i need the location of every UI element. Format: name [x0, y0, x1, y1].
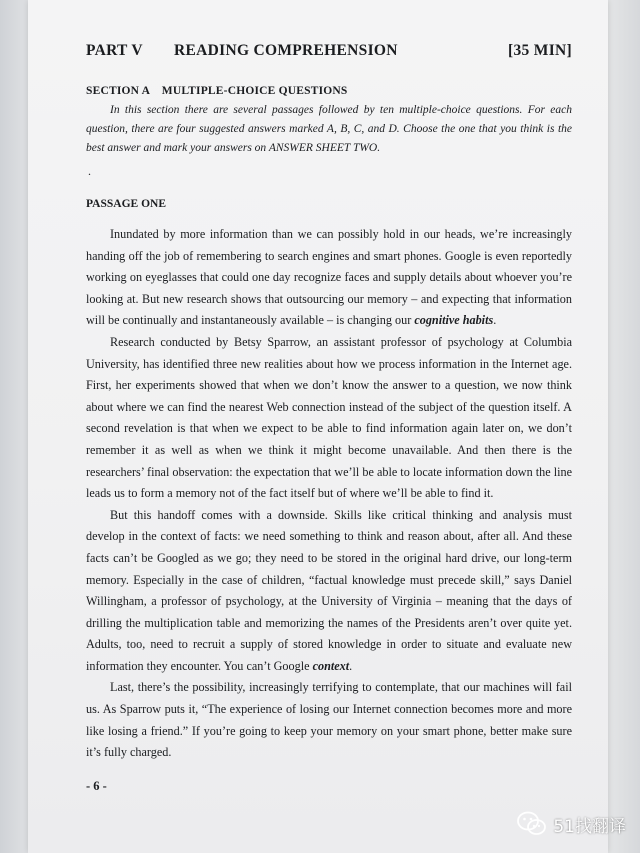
exam-page [28, 0, 608, 853]
part-title: READING COMPREHENSION [174, 42, 398, 59]
section-instructions: In this section there are several passages followed by ten multiple-choice questions. For each question, there are four suggested answers marked A, B, C, and D. Choose the one that you think is the best answer and mark your answers on ANSWER SHEET TWO. [86, 104, 572, 154]
section-title: SECTION A MULTIPLE-CHOICE QUESTIONS [86, 85, 348, 97]
emphasis-context: context [312, 658, 350, 673]
paragraph-3-end: . [349, 658, 353, 673]
paragraph-4: Last, there’s the possibility, increasingly terrifying to contemplate, that our machines will fail us. As Sparrow puts it, “The experience of losing our Internet connection becomes more and more like losing a friend.” If you’re going to keep your memory on your smart phone, better make sure it’s fully charged. [86, 680, 572, 760]
page-content [86, 42, 572, 794]
time-limit: [35 MIN] [508, 42, 572, 59]
paragraph-3-text: But this handoff comes with a downside. Skills like critical thinking and analysis must develop in the context of facts: we need something to think and reason about, after all. And these facts can’t be Googled as we go; they need to be stored in the original hard drive, our long-term memory. Especially in the case of children, “factual knowledge must precede skill,” says Daniel Willingham, a professor of psychology, at the University of Virginia – meaning that the days of drilling the multiplication table and memorizing the names of the Presidents aren’t over quite yet. Adults, too, need to recruit a supply of stored knowledge in order to situate and evaluate new information they encounter. You can’t Google [86, 507, 572, 673]
passage-body [86, 224, 572, 764]
paragraph-3 [86, 505, 572, 678]
page-number: - 6 - [86, 778, 107, 793]
paragraph-2: Research conducted by Betsy Sparrow, an assistant professor of psychology at Columbia University, has identified three new realities about how we process information in the Internet age. First, her experiments showed that when we don’t know the answer to a question, we now think about where we can find the nearest Web connection instead of the subject of the question itself. A second revelation is that when we expect to be able to find information again later on, we don’t remember it as well as when we think it might become unavailable. And then there is the researchers’ final observation: the expectation that we’ll be able to locate information down the line leads us to form a memory not of the fact itself but of where we’ll be able to find it. [86, 334, 572, 501]
paragraph-1-end: . [493, 313, 497, 328]
watermark-text: 51找翻译 [553, 816, 626, 837]
paragraph-1 [86, 224, 572, 332]
passage-title: PASSAGE ONE [86, 198, 166, 210]
wechat-icon [517, 811, 547, 837]
part-header [86, 42, 572, 60]
watermark [517, 811, 626, 837]
emphasis-cognitive-habits: cognitive habits [414, 313, 494, 328]
part-number: PART V [86, 42, 143, 59]
stray-dot: . [88, 164, 91, 178]
paragraph-1-text: Inundated by more information than we can possibly hold in our heads, we’re increasingly handing off the job of remembering to search engines and smart phones. Google is even reportedly working on eyeglasses that could one day recognize faces and supply details about whoever you’re looking at. But new research shows that outsourcing our memory – and expecting that information will be continually and instantaneously available – is changing our [86, 227, 572, 328]
